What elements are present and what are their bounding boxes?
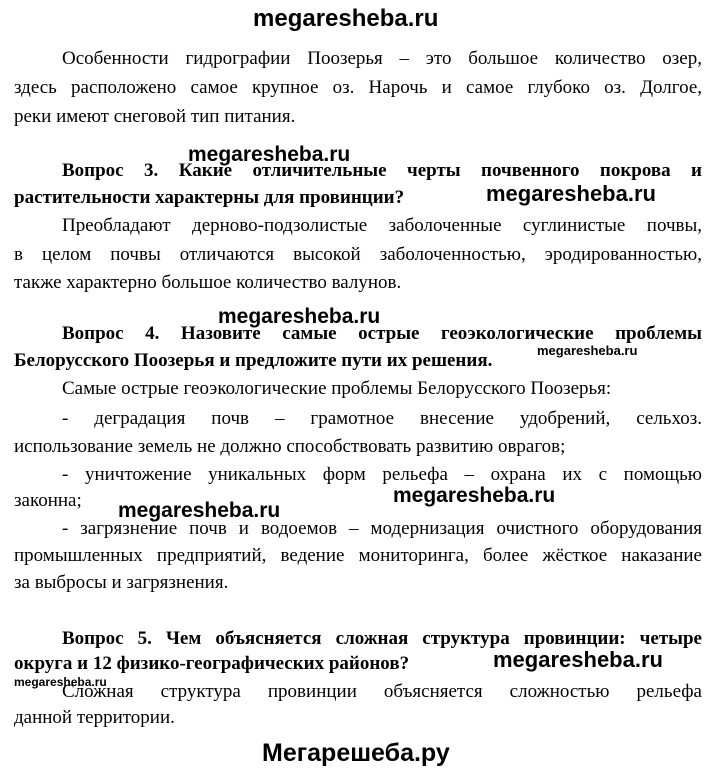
text-line: также характерно большое количество валунов. xyxy=(14,272,402,293)
question-4-line: Вопрос 4. Назовите самые острые геоэкологические проблемы xyxy=(62,323,702,344)
watermark: megaresheba.ru xyxy=(486,181,656,206)
watermark: megaresheba.ru xyxy=(493,647,663,672)
question-4-line: Белорусского Поозерья и предложите пути их решения. xyxy=(14,350,493,371)
watermark: megaresheba.ru xyxy=(188,143,351,166)
watermark: megaresheba.ru xyxy=(537,343,638,358)
header-watermark: megaresheba.ru xyxy=(253,5,439,32)
watermark: megaresheba.ru xyxy=(14,675,107,689)
text-line: Сложная структура провинции объясняется сложностью рельефа xyxy=(62,681,702,702)
watermark: megaresheba.ru xyxy=(218,305,381,328)
text-line: Особенности гидрографии Поозерья – это большое количество озер, xyxy=(62,48,702,69)
text-line: - деградация почв – грамотное внесение удобрений, сельхоз. xyxy=(62,408,702,429)
text-line: - загрязнение почв и водоемов – модернизация очистного оборудования xyxy=(62,518,702,539)
watermark: megaresheba.ru xyxy=(393,484,556,507)
text-line: здесь расположено самое крупное оз. Нарочь и самое глубоко оз. Долгое, xyxy=(14,77,702,98)
question-5-line: округа и 12 физико-географических районов? xyxy=(14,653,410,674)
text-line: реки имеют снеговой тип питания. xyxy=(14,106,296,127)
text-line: - уничтожение уникальных форм рельефа – охрана их с помощью xyxy=(62,464,702,485)
text-line: законна; xyxy=(14,490,82,511)
text-line: Самые острые геоэкологические проблемы Белорусского Поозерья: xyxy=(62,378,612,399)
watermark: megaresheba.ru xyxy=(118,499,281,522)
question-3-line: растительности характерны для провинции? xyxy=(14,187,405,208)
text-line: в целом почвы отличаются высокой заболоченностью, эродированностью, xyxy=(14,244,702,265)
footer-brand: Мегарешеба.ру xyxy=(262,739,450,767)
text-line: промышленных предприятий, ведение мониторинга, более жёсткое наказание xyxy=(14,545,702,566)
text-line: использование земель не должно способствовать развитию оврагов; xyxy=(14,436,566,457)
question-3-line: Вопрос 3. Какие отличительные черты почвенного покрова и xyxy=(62,160,702,181)
text-line: за выбросы и загрязнения. xyxy=(14,572,229,593)
question-5-line: Вопрос 5. Чем объясняется сложная структура провинции: четыре xyxy=(62,628,702,649)
text-line: данной территории. xyxy=(14,707,175,728)
text-line: Преобладают дерново-подзолистые заболоченные суглинистые почвы, xyxy=(62,215,702,236)
